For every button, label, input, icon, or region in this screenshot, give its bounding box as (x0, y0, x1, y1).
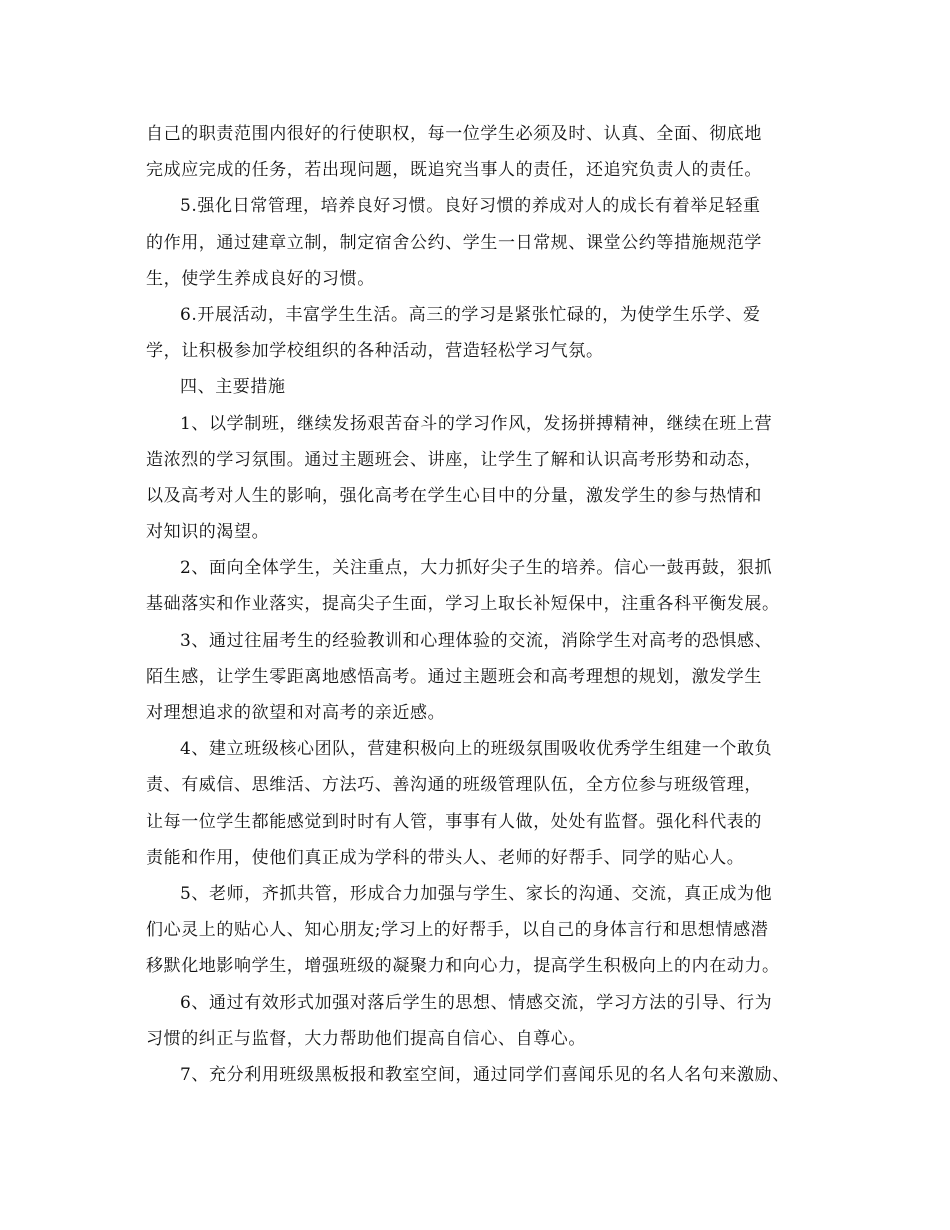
document-body (146, 116, 836, 1093)
paragraph-start-line: 1、以学制班，继续发扬艰苦奋斗的学习作风，发扬拼搏精神，继续在班上营 (180, 413, 773, 434)
text-line: 责、有威信、思维活、方法巧、善沟通的班级管理队伍，全方位参与班级管理， (146, 775, 762, 796)
paragraph-start-line: 4、建立班级核心团队，营建积极向上的班级氛围吸收优秀学生组建一个敢负 (180, 739, 773, 760)
paragraph-start-line: 6、通过有效形式加强对落后学生的思想、情感交流，学习方法的引导、行为 (180, 992, 773, 1013)
text-line: 对知识的渴望。 (146, 522, 270, 543)
paragraph-start-line: 5、老师，齐抓共管，形成合力加强与学生、家长的沟通、交流，真正成为他 (180, 883, 773, 904)
section-heading: 四、主要措施 (180, 377, 286, 398)
text-line: 造浓烈的学习氛围。通过主题班会、讲座，让学生了解和认识高考形势和动态， (146, 449, 762, 470)
text-line: 陌生感，让学生零距离地感悟高考。通过主题班会和高考理想的规划，激发学生 (146, 666, 762, 687)
text-line: 习惯的纠正与监督，大力帮助他们提高自信心、自尊心。 (146, 1028, 586, 1049)
text-line: 生，使学生养成良好的习惯。 (146, 268, 375, 289)
paragraph-start-line: 6.开展活动，丰富学生生活。高三的学习是紧张忙碌的，为使学生乐学、爱 (180, 304, 761, 325)
text-line: 责能和作用，使他们真正成为学科的带头人、老师的好帮手、同学的贴心人。 (146, 847, 745, 868)
text-line: 们心灵上的贴心人、知心朋友;学习上的好帮手，以自己的身体言行和思想情感潜 (146, 920, 769, 941)
text-line: 的作用，通过建章立制，制定宿舍公约、学生一日常规、课堂公约等措施规范学 (146, 232, 762, 253)
text-line: 让每一位学生都能感觉到时时有人管，事事有人做，处处有监督。强化科代表的 (146, 811, 762, 832)
paragraph-start-line: 5.强化日常管理，培养良好习惯。良好习惯的养成对人的成长有着举足轻重 (180, 196, 761, 217)
paragraph-start-line: 3、通过往届考生的经验教训和心理体验的交流，消除学生对高考的恐惧感、 (180, 630, 773, 651)
paragraph-start-line: 2、面向全体学生，关注重点，大力抓好尖子生的培养。信心一鼓再鼓，狠抓 (180, 558, 773, 579)
text-line: 学，让积极参加学校组织的各种活动，营造轻松学习气氛。 (146, 341, 604, 362)
text-line: 完成应完成的任务，若出现问题，既追究当事人的责任，还追究负责人的责任。 (146, 160, 762, 181)
text-line: 以及高考对人生的影响，强化高考在学生心目中的分量，激发学生的参与热情和 (146, 485, 762, 506)
text-line: 移默化地影响学生，增强班级的凝聚力和向心力，提高学生积极向上的内在动力。 (146, 956, 780, 977)
text-line: 基础落实和作业落实，提高尖子生面，学习上取长补短保中，注重各科平衡发展。 (146, 594, 780, 615)
paragraph-start-line: 7、充分利用班级黑板报和教室空间，通过同学们喜闻乐见的名人名句来激励、 (180, 1064, 790, 1085)
text-line: 自己的职责范围内很好的行使职权，每一位学生必须及时、认真、全面、彻底地 (146, 124, 762, 144)
text-line: 对理想追求的欲望和对高考的亲近感。 (146, 703, 446, 723)
